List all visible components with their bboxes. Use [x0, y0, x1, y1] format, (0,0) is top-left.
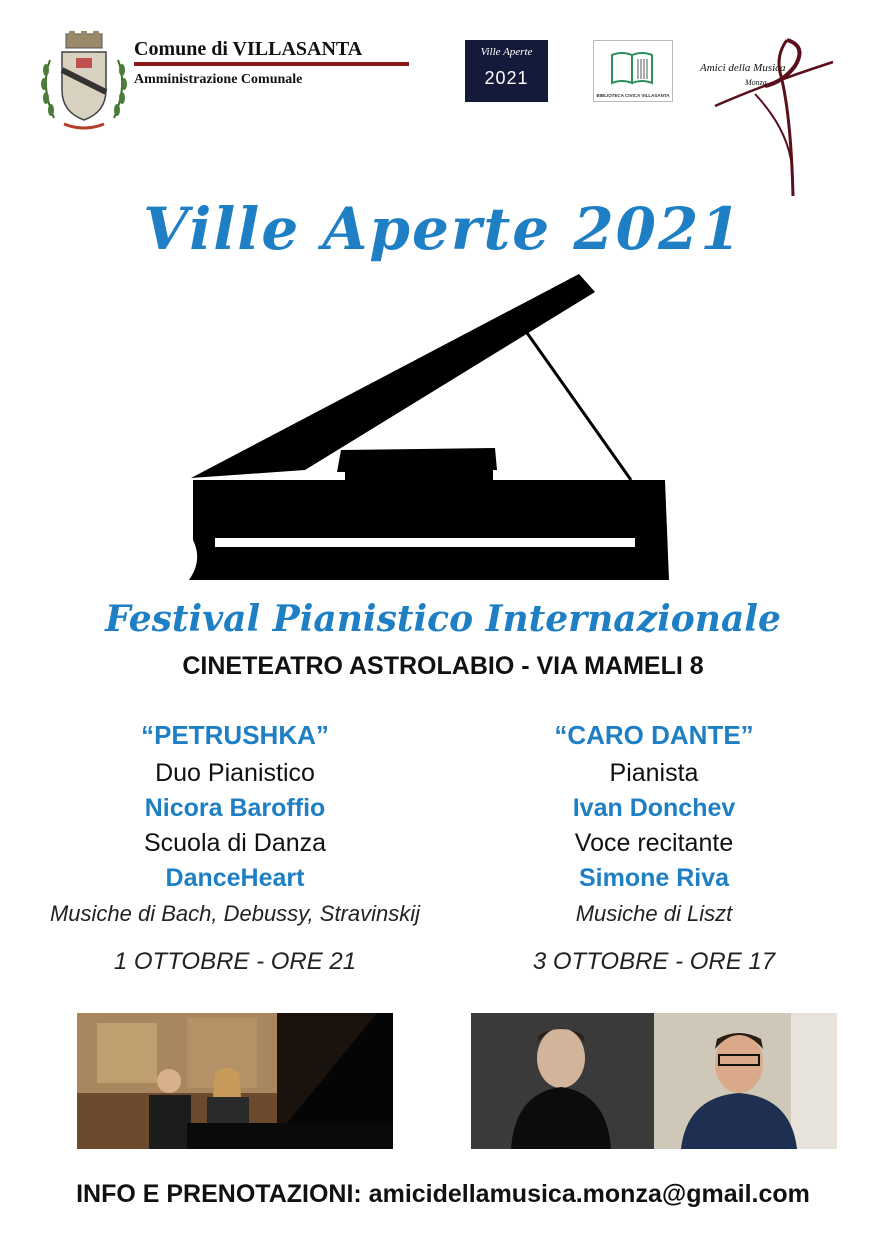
books-icon [608, 49, 660, 87]
ville-aperte-logo-name: Ville Aperte [480, 46, 533, 58]
event-line: Voce recitante [574, 829, 734, 857]
poster-title: Ville Aperte 2021 [143, 195, 743, 263]
event-line: Scuola di Danza [143, 829, 327, 857]
event-date: 1 OTTOBRE - ORE 21 [113, 948, 357, 975]
comune-title: Comune di VILLASANTA [134, 38, 363, 60]
event-line: Duo Pianistico [155, 759, 315, 787]
performer-name: DanceHeart [165, 864, 305, 892]
event-caro-dante [444, 720, 864, 976]
performer-name: Nicora Baroffio [144, 794, 326, 822]
ville-aperte-logo-year: 2021 [484, 68, 529, 88]
event-music: Musiche di Bach, Debussy, Stravinskij [49, 901, 421, 926]
festival-title: Festival Pianistico Internazionale [105, 598, 781, 640]
event-title: “CARO DANTE” [554, 720, 754, 750]
venue: CINETEATRO ASTROLABIO - VIA MAMELI 8 [182, 652, 704, 680]
duo-pianists-photo [77, 1013, 393, 1149]
performer-name: Ivan Donchev [572, 794, 736, 822]
comune-crest-logo [36, 30, 132, 134]
ville-aperte-logo [465, 40, 548, 102]
amici-della-musica-logo [695, 36, 835, 200]
amici-logo-name: Amici della Musica [700, 62, 786, 74]
event-music: Musiche di Liszt [575, 901, 733, 926]
event-petrushka [25, 720, 445, 976]
comune-subtitle: Amministrazione Comunale [134, 72, 303, 87]
grand-piano-icon [185, 270, 685, 585]
event-date: 3 OTTOBRE - ORE 17 [532, 948, 776, 975]
amici-logo-city: Monza [745, 78, 767, 87]
performers-portraits-photo [471, 1013, 837, 1149]
biblioteca-logo [593, 40, 673, 102]
info-contact: INFO E PRENOTAZIONI: amicidellamusica.monza@gmail.com [76, 1180, 810, 1208]
event-title: “PETRUSHKA” [141, 720, 329, 750]
performer-name: Simone Riva [578, 864, 730, 892]
event-line: Pianista [609, 759, 699, 787]
biblioteca-label: BIBLIOTECA CIVICA VILLASANTA [596, 93, 670, 98]
title-rule [134, 62, 409, 66]
